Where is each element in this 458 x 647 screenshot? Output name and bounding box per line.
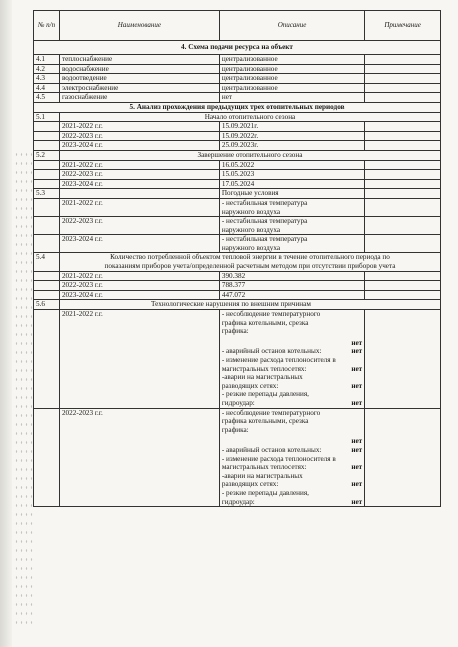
binding-holes	[14, 150, 34, 630]
row-num: 4.3	[34, 74, 60, 84]
scan-edge	[0, 0, 12, 647]
row-year: 2021-2022 г.г.	[59, 122, 219, 132]
row-year: 2021-2022 г.г.	[59, 160, 219, 170]
value-line: наружного воздуха	[221, 225, 281, 234]
subsection-title: Количество потребленной объектом тепловой энергии в течение отопительного периода по показаниям приборов учета/определенной расчетным методом при отсутствии приборов учета	[59, 253, 440, 271]
row-name: электроснабжение	[59, 83, 219, 93]
row-value: 17.05.2024	[219, 179, 364, 189]
row-desc: централизованное	[219, 64, 364, 74]
table-row	[34, 271, 441, 281]
row-note	[365, 93, 441, 103]
value-line: - нестабильная температура	[221, 235, 308, 244]
row-year: 2022-2023 г.г.	[59, 170, 219, 180]
table-row	[34, 141, 441, 151]
row-desc: централизованное	[219, 74, 364, 84]
subsection-num: 5.1	[34, 112, 60, 122]
row-value: 447.072	[219, 290, 364, 300]
row-year: 2022-2023 г.г.	[59, 281, 219, 291]
row-year: 2022-2023 г.г.	[59, 131, 219, 141]
row-note	[365, 74, 441, 84]
table-row	[34, 93, 441, 103]
table-row	[34, 235, 441, 253]
table-row	[34, 131, 441, 141]
table-row	[34, 122, 441, 132]
header-row	[34, 11, 441, 41]
row-desc: централизованное	[219, 55, 364, 65]
row-year: 2022-2023 г.г.	[59, 408, 219, 507]
section-5-title-row	[34, 102, 441, 112]
row-num: 4.2	[34, 64, 60, 74]
row-value: 390.382	[219, 271, 364, 281]
resource-table	[33, 10, 441, 507]
row-num: 4.5	[34, 93, 60, 103]
row-name: газоснабжение	[59, 93, 219, 103]
row-name: теплоснабжение	[59, 55, 219, 65]
table-row	[34, 170, 441, 180]
row-year: 2023-2024 г.г.	[59, 235, 219, 253]
row-value	[219, 235, 364, 253]
header-num: № п/п	[34, 11, 60, 41]
header-name: Наименование	[59, 11, 219, 41]
subsection-row	[34, 189, 441, 199]
table-row	[34, 160, 441, 170]
section-4-title: 4. Схема подачи ресурса на объект	[34, 41, 441, 55]
value-line: наружного воздуха	[221, 243, 281, 252]
table-row	[34, 64, 441, 74]
row-year: 2021-2022 г.г.	[59, 198, 219, 216]
row-value	[219, 198, 364, 216]
section-5-title: 5. Анализ прохождения предыдущих трех отопительных периодов	[34, 102, 441, 112]
row-value: - несоблюдение температурного графика котельными, срезка графика: нет - аварийный останов котельных: нет - изменение расхода теплоносителя в магистральных теплосетях: нет -аварии на магистральных разводящих сетях: нет - резкие перепады давления, гидроудар: нет	[219, 408, 364, 507]
row-year: 2022-2023 г.г.	[59, 217, 219, 235]
row-value: 15.09.2022г.	[219, 131, 364, 141]
row-year: 2023-2024 г.г.	[59, 179, 219, 189]
row-year: 2023-2024 г.г.	[59, 290, 219, 300]
row-name: водоотведение	[59, 74, 219, 84]
row-num: 4.1	[34, 55, 60, 65]
subsection-num: 5.3	[34, 189, 60, 199]
header-desc: Описание	[219, 11, 364, 41]
row-value: 16.05.2022	[219, 160, 364, 170]
subsection-row	[34, 253, 441, 271]
table-row	[34, 281, 441, 291]
value-line: наружного воздуха	[221, 207, 281, 216]
header-note: Примечание	[365, 11, 441, 41]
subsection-num: 5.2	[34, 150, 60, 160]
table-row	[34, 55, 441, 65]
subsection-num: 5.4	[34, 253, 60, 271]
subsection-row	[34, 112, 441, 122]
row-value: 25.09.2023г.	[219, 141, 364, 151]
subsection-row	[34, 300, 441, 310]
row-note	[365, 83, 441, 93]
table-row	[34, 290, 441, 300]
row-note	[365, 64, 441, 74]
row-num: 4.4	[34, 83, 60, 93]
row-note	[365, 55, 441, 65]
table-row	[34, 74, 441, 84]
subsection-row	[34, 150, 441, 160]
value-line: - нестабильная температура	[221, 198, 308, 207]
table-row	[34, 310, 441, 409]
row-value: 15.05.2023	[219, 170, 364, 180]
row-desc: нет	[219, 93, 364, 103]
table-row	[34, 83, 441, 93]
subsection-title: Погодные условия	[219, 189, 364, 199]
row-value: - несоблюдение температурного графика котельными, срезка графика: нет - аварийный останов котельных: нет - изменение расхода теплоносителя в магистральных теплосетях: нет -аварии на магистральных разводящих сетях: нет - резкие перепады давления, гидроудар: нет	[219, 310, 364, 409]
subsection-title: Технологические нарушения по внешним причинам	[59, 300, 440, 310]
table-row	[34, 408, 441, 507]
table-row	[34, 198, 441, 216]
row-value	[219, 217, 364, 235]
value-line: - нестабильная температура	[221, 217, 308, 226]
table-row	[34, 217, 441, 235]
section-4-title-row	[34, 41, 441, 55]
row-desc: централизованное	[219, 83, 364, 93]
row-year: 2021-2022 г.г.	[59, 310, 219, 409]
row-value: 788.377	[219, 281, 364, 291]
subsection-title: Начало отопительного сезона	[59, 112, 440, 122]
row-year: 2023-2024 г.г.	[59, 141, 219, 151]
table-row	[34, 179, 441, 189]
row-value: 15.09.2021г.	[219, 122, 364, 132]
row-name: водоснабжение	[59, 64, 219, 74]
row-year: 2021-2022 г.г.	[59, 271, 219, 281]
subsection-title: Завершение отопительного сезона	[59, 150, 440, 160]
subsection-num: 5.6	[34, 300, 60, 310]
